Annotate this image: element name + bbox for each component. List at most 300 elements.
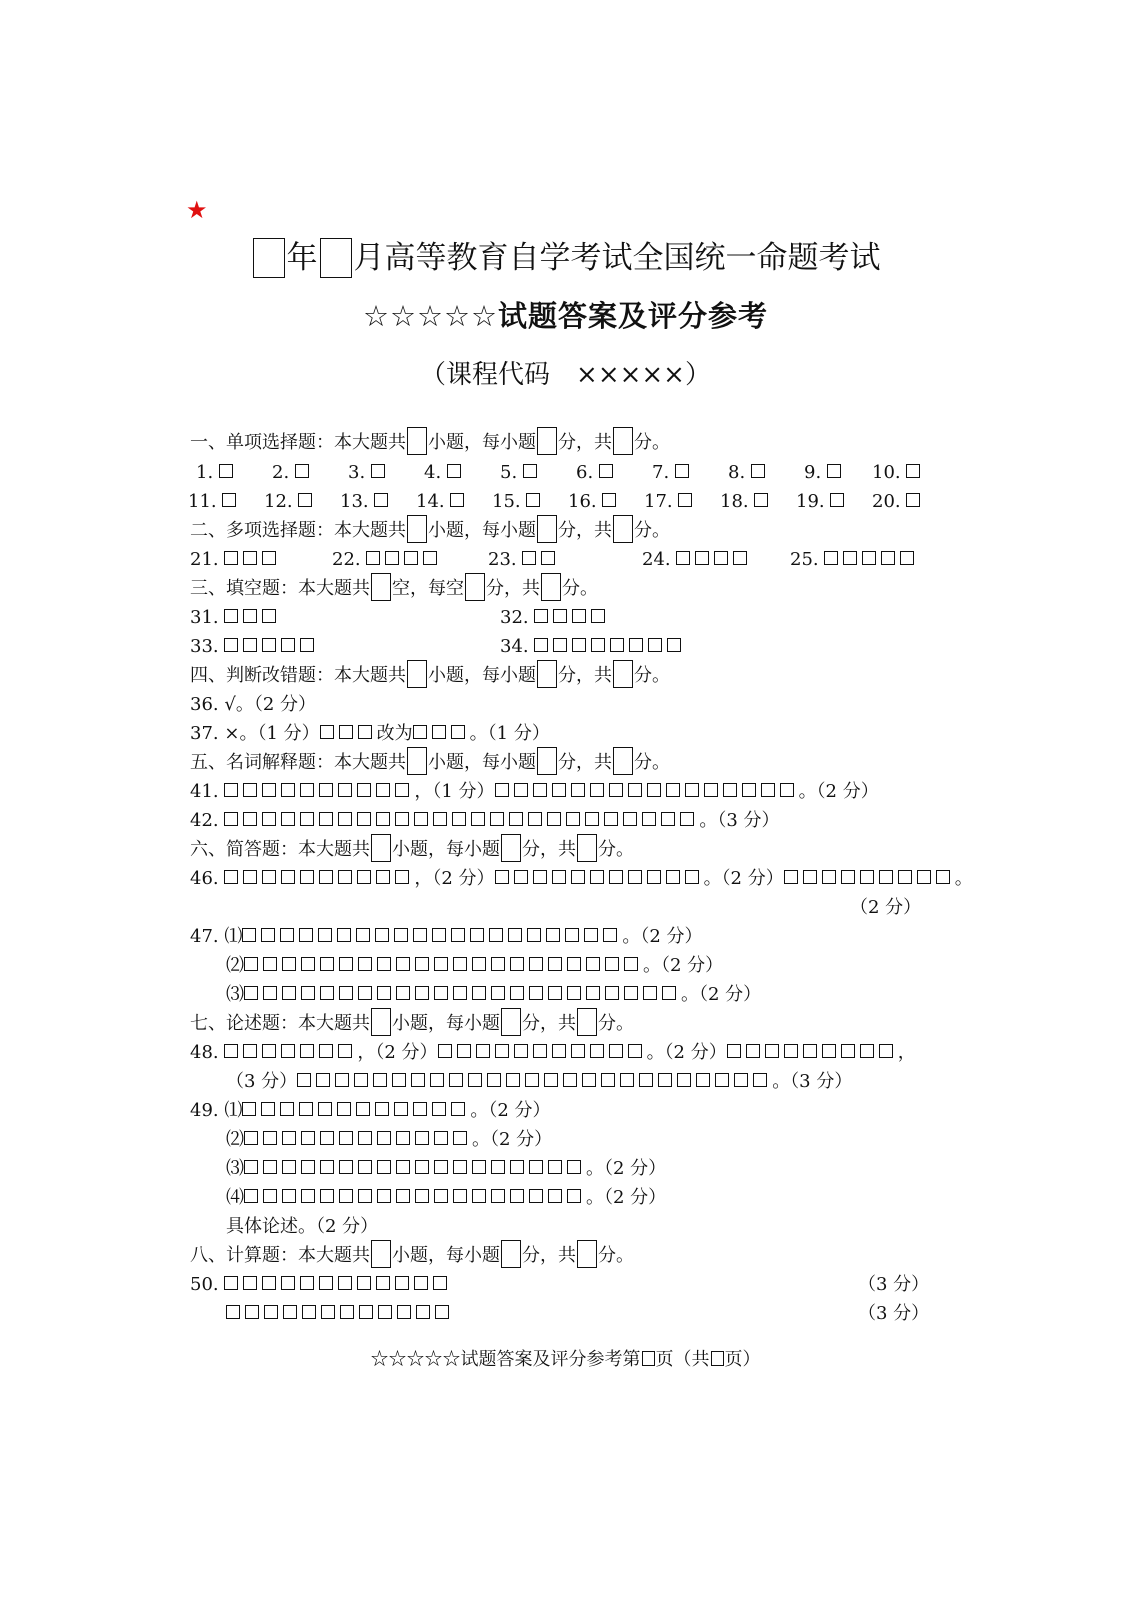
answer-placeholder-box bbox=[648, 638, 662, 652]
answer-placeholder-box bbox=[433, 812, 447, 826]
answer-placeholder-box bbox=[318, 1102, 332, 1116]
answer-placeholder-box bbox=[534, 638, 548, 652]
answer-placeholder-box bbox=[262, 812, 276, 826]
answer-placeholder-box bbox=[300, 870, 314, 884]
answer-placeholder-box bbox=[495, 783, 509, 797]
section-2-header: 二、多项选择题：本大题共 小题，每小题 分，共 分。 bbox=[190, 516, 670, 546]
answer-placeholder-box bbox=[263, 1160, 277, 1174]
answer-placeholder-box bbox=[359, 1305, 373, 1319]
answer-placeholder-box bbox=[567, 957, 581, 971]
answer-placeholder-box bbox=[453, 1160, 467, 1174]
answer-placeholder-box bbox=[472, 986, 486, 1000]
answer-46: 46. ，（2 分） 。（2 分） 。 bbox=[190, 868, 973, 889]
answer-placeholder-box bbox=[639, 1073, 653, 1087]
answer-placeholder-box bbox=[898, 870, 912, 884]
answer-placeholder-box bbox=[765, 1044, 779, 1058]
answer-placeholder-box bbox=[396, 1160, 410, 1174]
answer-placeholder-box bbox=[696, 1073, 710, 1087]
answer-placeholder-box bbox=[262, 551, 276, 565]
answer-placeholder-box bbox=[582, 1073, 596, 1087]
answer-placeholder-box bbox=[746, 1044, 760, 1058]
answer-placeholder-box bbox=[299, 1102, 313, 1116]
answer-placeholder-box bbox=[397, 1305, 411, 1319]
answer-placeholder-box bbox=[432, 928, 446, 942]
question-number: 24. bbox=[642, 549, 677, 570]
answer-placeholder-box bbox=[553, 609, 567, 623]
answer-placeholder-box bbox=[337, 928, 351, 942]
answer-placeholder-box bbox=[508, 928, 522, 942]
answer-placeholder-box bbox=[685, 870, 699, 884]
answer-placeholder-box bbox=[605, 986, 619, 1000]
answer-47-1: 47. ⑴ 。（2 分） bbox=[190, 926, 703, 947]
answer-placeholder-box bbox=[281, 638, 295, 652]
answer-placeholder-box bbox=[470, 928, 484, 942]
answer-placeholder-box bbox=[281, 1276, 295, 1290]
answer-placeholder-box bbox=[591, 638, 605, 652]
answer-placeholder-box bbox=[395, 1276, 409, 1290]
answer-placeholder-box bbox=[224, 812, 238, 826]
answer-48-line-1: 48. ，（2 分） 。（2 分） ， bbox=[190, 1042, 916, 1063]
answer-placeholder-box bbox=[566, 812, 580, 826]
answer-placeholder-box bbox=[623, 812, 637, 826]
answer-placeholder-box bbox=[472, 1189, 486, 1203]
answer-placeholder-box bbox=[224, 783, 238, 797]
answer-placeholder-box bbox=[319, 870, 333, 884]
answer-placeholder-box bbox=[358, 725, 372, 739]
answer-placeholder-box bbox=[262, 1044, 276, 1058]
answer-placeholder-box bbox=[541, 551, 555, 565]
answer-placeholder-box bbox=[510, 986, 524, 1000]
answer-placeholder-box bbox=[714, 551, 728, 565]
answer-placeholder-box bbox=[451, 1102, 465, 1116]
answer-placeholder-box bbox=[301, 957, 315, 971]
answer-placeholder-box bbox=[376, 783, 390, 797]
answer-placeholder-box bbox=[552, 1044, 566, 1058]
answer-placeholder-box bbox=[548, 1160, 562, 1174]
section-6-header: 六、简答题：本大题共 小题，每小题 分，共 分。 bbox=[190, 835, 634, 865]
answer-placeholder-box bbox=[261, 1102, 275, 1116]
answer-placeholder-box bbox=[280, 1102, 294, 1116]
answer-placeholder-box bbox=[320, 1189, 334, 1203]
answer-placeholder-box bbox=[262, 783, 276, 797]
answer-placeholder-box bbox=[438, 1044, 452, 1058]
answer-placeholder-box bbox=[491, 1160, 505, 1174]
answer-placeholder-box bbox=[339, 1189, 353, 1203]
answer-placeholder-box bbox=[282, 1189, 296, 1203]
section-3-header: 三、填空题：本大题共 空，每空 分，共 分。 bbox=[190, 574, 598, 604]
answer-placeholder-box bbox=[590, 1044, 604, 1058]
answer-placeholder-box bbox=[610, 638, 624, 652]
answer-placeholder-box bbox=[591, 609, 605, 623]
answer-placeholder-box bbox=[780, 783, 794, 797]
answer-placeholder-box bbox=[319, 1276, 333, 1290]
answer-placeholder-box bbox=[376, 812, 390, 826]
answer-placeholder-box bbox=[900, 551, 914, 565]
answer-49-4: ⑷ 。（2 分） bbox=[226, 1187, 667, 1208]
answer-placeholder-box bbox=[339, 1131, 353, 1145]
answer-placeholder-box bbox=[860, 870, 874, 884]
answer-placeholder-box bbox=[245, 1305, 259, 1319]
answer-placeholder-box bbox=[262, 609, 276, 623]
answer-placeholder-box bbox=[584, 928, 598, 942]
answer-placeholder-box bbox=[514, 1044, 528, 1058]
answer-placeholder-box bbox=[414, 1276, 428, 1290]
answer-placeholder-box bbox=[685, 783, 699, 797]
answer-placeholder-box bbox=[753, 1073, 767, 1087]
course-code: （课程代码 ×××××） bbox=[420, 360, 711, 390]
answer-placeholder-box bbox=[376, 870, 390, 884]
answer-placeholder-box bbox=[609, 1044, 623, 1058]
answer-placeholder-box bbox=[300, 638, 314, 652]
answer-placeholder-box bbox=[320, 957, 334, 971]
answer-placeholder-box bbox=[280, 928, 294, 942]
answer-placeholder-box bbox=[624, 986, 638, 1000]
answer-placeholder-box bbox=[509, 812, 523, 826]
answer-placeholder-box bbox=[415, 986, 429, 1000]
answer-placeholder-box bbox=[476, 1044, 490, 1058]
answer-placeholder-box bbox=[822, 870, 836, 884]
answer-42: 42. 。（3 分） bbox=[190, 810, 780, 831]
answer-placeholder-box bbox=[243, 870, 257, 884]
answer-placeholder-box bbox=[337, 1102, 351, 1116]
answer-placeholder-box bbox=[244, 1131, 258, 1145]
answer-placeholder-box bbox=[449, 1073, 463, 1087]
answer-placeholder-box bbox=[373, 1073, 387, 1087]
answer-placeholder-box bbox=[282, 957, 296, 971]
answer-placeholder-box bbox=[404, 551, 418, 565]
answer-placeholder-box bbox=[552, 870, 566, 884]
answer-placeholder-box bbox=[451, 928, 465, 942]
answer-placeholder-box bbox=[320, 986, 334, 1000]
answer-placeholder-box bbox=[695, 551, 709, 565]
answer-placeholder-box bbox=[571, 1044, 585, 1058]
answer-placeholder-box bbox=[300, 1276, 314, 1290]
answer-placeholder-box bbox=[396, 1189, 410, 1203]
answer-placeholder-box bbox=[572, 609, 586, 623]
answer-placeholder-box bbox=[224, 609, 238, 623]
answer-placeholder-box bbox=[628, 1044, 642, 1058]
answer-placeholder-box bbox=[395, 812, 409, 826]
red-star-icon: ★ bbox=[186, 196, 208, 224]
question-number: 22. bbox=[332, 549, 367, 570]
answer-placeholder-box bbox=[316, 1073, 330, 1087]
answer-placeholder-box bbox=[244, 1160, 258, 1174]
answer-placeholder-box bbox=[243, 1276, 257, 1290]
answer-title: ☆☆☆☆☆试题答案及评分参考 bbox=[363, 299, 768, 333]
answer-placeholder-box bbox=[528, 812, 542, 826]
answer-47-3: ⑶ 。（2 分） bbox=[226, 984, 762, 1005]
answer-placeholder-box bbox=[453, 1189, 467, 1203]
answer-placeholder-box bbox=[490, 812, 504, 826]
answer-placeholder-box bbox=[301, 1189, 315, 1203]
answer-placeholder-box bbox=[243, 783, 257, 797]
answer-placeholder-box bbox=[224, 638, 238, 652]
answer-placeholder-box bbox=[339, 986, 353, 1000]
answer-placeholder-box bbox=[586, 957, 600, 971]
answer-placeholder-box bbox=[533, 783, 547, 797]
answer-placeholder-box bbox=[319, 783, 333, 797]
answer-placeholder-box bbox=[224, 551, 238, 565]
exam-title: 年 月高等教育自学考试全国统一命题考试 bbox=[0, 232, 1131, 280]
answer-placeholder-box bbox=[472, 1160, 486, 1174]
answer-placeholder-box bbox=[604, 812, 618, 826]
answer-placeholder-box bbox=[320, 1160, 334, 1174]
answer-placeholder-box bbox=[514, 870, 528, 884]
answer-placeholder-box bbox=[243, 1044, 257, 1058]
answer-placeholder-box bbox=[510, 1160, 524, 1174]
answer-placeholder-box bbox=[224, 870, 238, 884]
answer-placeholder-box bbox=[318, 928, 332, 942]
answer-49-summary: 具体论述。（2 分） bbox=[226, 1216, 379, 1237]
answer-placeholder-box bbox=[413, 1102, 427, 1116]
section-8-header: 八、计算题：本大题共 小题，每小题 分，共 分。 bbox=[190, 1241, 634, 1271]
answer-placeholder-box bbox=[358, 1131, 372, 1145]
answer-placeholder-box bbox=[300, 1044, 314, 1058]
answer-placeholder-box bbox=[567, 1189, 581, 1203]
answer-placeholder-box bbox=[376, 1276, 390, 1290]
answer-placeholder-box bbox=[263, 1131, 277, 1145]
question-number: 25. bbox=[790, 549, 825, 570]
year-box bbox=[253, 238, 285, 278]
answer-placeholder-box bbox=[601, 1073, 615, 1087]
answer-placeholder-box bbox=[339, 725, 353, 739]
answer-placeholder-box bbox=[647, 870, 661, 884]
answer-placeholder-box bbox=[377, 1160, 391, 1174]
answer-placeholder-box bbox=[585, 812, 599, 826]
answer-placeholder-box bbox=[338, 783, 352, 797]
answer-placeholder-box bbox=[453, 1131, 467, 1145]
answer-49-3: ⑶ 。（2 分） bbox=[226, 1158, 667, 1179]
answer-placeholder-box bbox=[881, 551, 895, 565]
answer-placeholder-box bbox=[661, 812, 675, 826]
answer-placeholder-box bbox=[609, 870, 623, 884]
answer-placeholder-box bbox=[628, 870, 642, 884]
answer-placeholder-box bbox=[395, 783, 409, 797]
answer-placeholder-box bbox=[244, 957, 258, 971]
answer-placeholder-box bbox=[335, 1073, 349, 1087]
answer-placeholder-box bbox=[605, 957, 619, 971]
answer-placeholder-box bbox=[281, 870, 295, 884]
answer-placeholder-box bbox=[510, 957, 524, 971]
answer-placeholder-box bbox=[803, 870, 817, 884]
answer-placeholder-box bbox=[491, 957, 505, 971]
answer-placeholder-box bbox=[680, 812, 694, 826]
answer-placeholder-box bbox=[642, 812, 656, 826]
answer-placeholder-box bbox=[340, 1305, 354, 1319]
answer-placeholder-box bbox=[411, 1073, 425, 1087]
answer-placeholder-box bbox=[860, 1044, 874, 1058]
answer-placeholder-box bbox=[297, 1073, 311, 1087]
answer-placeholder-box bbox=[434, 1189, 448, 1203]
answer-placeholder-box bbox=[377, 986, 391, 1000]
answer-placeholder-box bbox=[862, 551, 876, 565]
answer-placeholder-box bbox=[453, 957, 467, 971]
answer-placeholder-box bbox=[262, 638, 276, 652]
answer-placeholder-box bbox=[435, 1305, 449, 1319]
answer-placeholder-box bbox=[563, 1073, 577, 1087]
answer-placeholder-box bbox=[620, 1073, 634, 1087]
answer-placeholder-box bbox=[396, 986, 410, 1000]
answer-placeholder-box bbox=[487, 1073, 501, 1087]
answer-placeholder-box bbox=[704, 783, 718, 797]
answer-placeholder-box bbox=[506, 1073, 520, 1087]
answer-placeholder-box bbox=[677, 1073, 691, 1087]
answer-placeholder-box bbox=[533, 1044, 547, 1058]
question-number: 32. bbox=[500, 607, 535, 628]
question-number: 33. bbox=[190, 636, 225, 657]
answer-placeholder-box bbox=[824, 551, 838, 565]
answer-placeholder-box bbox=[586, 986, 600, 1000]
answer-placeholder-box bbox=[338, 1044, 352, 1058]
answer-placeholder-box bbox=[261, 928, 275, 942]
answer-placeholder-box bbox=[377, 1131, 391, 1145]
answer-placeholder-box bbox=[432, 1102, 446, 1116]
answer-placeholder-box bbox=[472, 957, 486, 971]
answer-49-2: ⑵ 。（2 分） bbox=[226, 1129, 553, 1150]
answer-placeholder-box bbox=[533, 870, 547, 884]
answer-placeholder-box bbox=[628, 783, 642, 797]
answer-placeholder-box bbox=[572, 638, 586, 652]
answer-placeholder-box bbox=[243, 812, 257, 826]
answer-placeholder-box bbox=[243, 551, 257, 565]
answer-placeholder-box bbox=[534, 609, 548, 623]
answer-placeholder-box bbox=[356, 1102, 370, 1116]
answer-placeholder-box bbox=[423, 551, 437, 565]
answer-placeholder-box bbox=[761, 783, 775, 797]
answer-placeholder-box bbox=[843, 551, 857, 565]
answer-placeholder-box bbox=[321, 1305, 335, 1319]
answer-placeholder-box bbox=[495, 870, 509, 884]
answer-placeholder-box bbox=[879, 1044, 893, 1058]
answer-placeholder-box bbox=[299, 928, 313, 942]
answer-placeholder-box bbox=[548, 957, 562, 971]
answer-placeholder-box bbox=[415, 1131, 429, 1145]
answer-placeholder-box bbox=[784, 1044, 798, 1058]
answer-placeholder-box bbox=[667, 638, 681, 652]
answer-placeholder-box bbox=[609, 783, 623, 797]
answer-placeholder-box bbox=[377, 1189, 391, 1203]
answer-50-score-1: （3 分） bbox=[858, 1274, 930, 1295]
answer-placeholder-box bbox=[243, 609, 257, 623]
answer-placeholder-box bbox=[453, 986, 467, 1000]
answer-placeholder-box bbox=[546, 928, 560, 942]
answer-placeholder-box bbox=[624, 957, 638, 971]
month-box bbox=[320, 238, 352, 278]
answer-placeholder-box bbox=[283, 1305, 297, 1319]
answer-placeholder-box bbox=[244, 986, 258, 1000]
answer-placeholder-box bbox=[734, 1073, 748, 1087]
answer-placeholder-box bbox=[434, 986, 448, 1000]
answer-placeholder-box bbox=[548, 986, 562, 1000]
answer-placeholder-box bbox=[733, 551, 747, 565]
answer-placeholder-box bbox=[394, 928, 408, 942]
answer-placeholder-box bbox=[263, 986, 277, 1000]
answer-50-line-1: 50. bbox=[190, 1270, 452, 1300]
answer-placeholder-box bbox=[416, 1305, 430, 1319]
answer-placeholder-box bbox=[414, 812, 428, 826]
section-4-header: 四、判断改错题：本大题共 小题，每小题 分，共 分。 bbox=[190, 661, 670, 691]
answer-placeholder-box bbox=[434, 1131, 448, 1145]
answer-placeholder-box bbox=[491, 1189, 505, 1203]
answer-placeholder-box bbox=[468, 1073, 482, 1087]
answer-placeholder-box bbox=[396, 957, 410, 971]
answer-46-score: （2 分） bbox=[850, 897, 922, 918]
answer-placeholder-box bbox=[413, 928, 427, 942]
answer-placeholder-box bbox=[451, 725, 465, 739]
answer-placeholder-box bbox=[357, 812, 371, 826]
answer-placeholder-box bbox=[394, 1102, 408, 1116]
answer-placeholder-box bbox=[430, 1073, 444, 1087]
answer-placeholder-box bbox=[392, 1073, 406, 1087]
answer-placeholder-box bbox=[338, 870, 352, 884]
answer-placeholder-box bbox=[662, 986, 676, 1000]
answer-placeholder-box bbox=[320, 1131, 334, 1145]
answer-placeholder-box bbox=[432, 725, 446, 739]
answer-placeholder-box bbox=[357, 783, 371, 797]
single-choice-row-1: 1. 2. 3. 4. 5. 6. 7. 8. 9. 10. bbox=[190, 458, 930, 488]
answer-placeholder-box bbox=[529, 986, 543, 1000]
answer-placeholder-box bbox=[415, 1160, 429, 1174]
answer-50-score-2: （3 分） bbox=[858, 1303, 930, 1324]
question-number: 21. bbox=[190, 549, 225, 570]
answer-placeholder-box bbox=[319, 812, 333, 826]
answer-placeholder-box bbox=[547, 812, 561, 826]
answer-placeholder-box bbox=[529, 1189, 543, 1203]
answer-placeholder-box bbox=[378, 1305, 392, 1319]
multi-choice-row bbox=[190, 545, 930, 575]
answer-49-1: 49. ⑴ 。（2 分） bbox=[190, 1100, 551, 1121]
answer-placeholder-box bbox=[301, 1160, 315, 1174]
answer-placeholder-box bbox=[282, 986, 296, 1000]
answer-placeholder-box bbox=[282, 1131, 296, 1145]
answer-placeholder-box bbox=[784, 870, 798, 884]
answer-placeholder-box bbox=[590, 870, 604, 884]
answer-placeholder-box bbox=[339, 957, 353, 971]
answer-placeholder-box bbox=[647, 783, 661, 797]
answer-placeholder-box bbox=[338, 812, 352, 826]
answer-placeholder-box bbox=[629, 638, 643, 652]
answer-placeholder-box bbox=[936, 870, 950, 884]
answer-placeholder-box bbox=[548, 1189, 562, 1203]
answer-placeholder-box bbox=[471, 812, 485, 826]
answer-placeholder-box bbox=[224, 1276, 238, 1290]
answer-41: 41. ，（1 分） 。（2 分） bbox=[190, 781, 879, 802]
answer-placeholder-box bbox=[727, 1044, 741, 1058]
answer-placeholder-box bbox=[742, 783, 756, 797]
answer-placeholder-box bbox=[491, 986, 505, 1000]
answer-placeholder-box bbox=[433, 1276, 447, 1290]
answer-placeholder-box bbox=[452, 812, 466, 826]
answer-placeholder-box bbox=[434, 957, 448, 971]
answer-placeholder-box bbox=[396, 1131, 410, 1145]
answer-placeholder-box bbox=[567, 986, 581, 1000]
answer-placeholder-box bbox=[226, 1305, 240, 1319]
answer-placeholder-box bbox=[338, 1276, 352, 1290]
answer-37: 37. ×。（1 分） 改为 。（1 分） bbox=[190, 723, 550, 744]
answer-placeholder-box bbox=[358, 986, 372, 1000]
answer-placeholder-box bbox=[385, 551, 399, 565]
answer-placeholder-box bbox=[224, 1044, 238, 1058]
answer-placeholder-box bbox=[354, 1073, 368, 1087]
answer-placeholder-box bbox=[300, 812, 314, 826]
answer-placeholder-box bbox=[377, 957, 391, 971]
answer-placeholder-box bbox=[242, 928, 256, 942]
single-choice-row-2: 11. 12. 13. 14. 15. 16. 17. 18. 19. 20. bbox=[190, 487, 930, 517]
answer-placeholder-box bbox=[841, 870, 855, 884]
answer-placeholder-box bbox=[495, 1044, 509, 1058]
answer-36: 36. √。（2 分） bbox=[190, 694, 317, 715]
answer-placeholder-box bbox=[395, 870, 409, 884]
